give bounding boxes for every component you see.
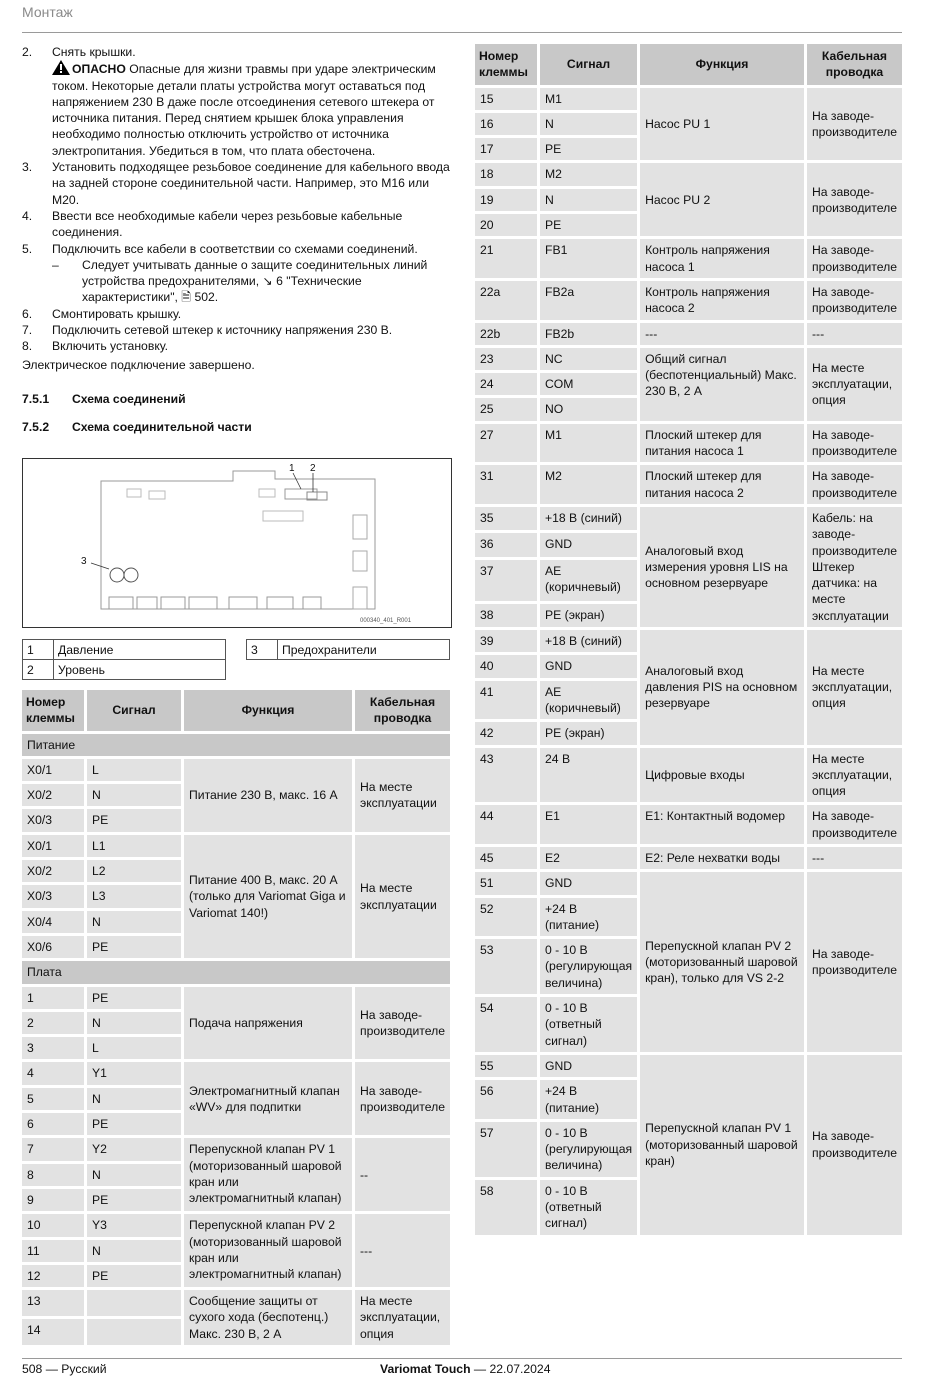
wiring-cell: На месте эксплуатации, опция bbox=[807, 630, 902, 744]
signal-cell: N bbox=[87, 911, 181, 933]
function-cell: Насос PU 2 bbox=[640, 163, 804, 236]
function-cell: Цифровые входы bbox=[640, 748, 804, 803]
signal-cell: AE (коричневый) bbox=[540, 681, 637, 720]
terminal-cell: 11 bbox=[22, 1240, 84, 1262]
signal-cell: +18 В (синий) bbox=[540, 507, 637, 530]
header-rule bbox=[22, 32, 902, 33]
terminal-cell: 27 bbox=[475, 424, 537, 463]
terminal-cell: 6 bbox=[22, 1113, 84, 1135]
terminal-cell: 52 bbox=[475, 898, 537, 937]
signal-cell: N bbox=[540, 113, 637, 135]
function-cell: Перепускной клапан PV 1 (моторизованный шаровой кран) bbox=[640, 1055, 804, 1235]
terminal-cell: 40 bbox=[475, 655, 537, 677]
table-row bbox=[22, 987, 450, 1009]
wiring-cell: --- bbox=[807, 323, 902, 345]
terminal-cell: 57 bbox=[475, 1122, 537, 1177]
heading-title: Схема соединительной части bbox=[72, 420, 252, 434]
legend-row bbox=[247, 640, 450, 660]
terminal-cell: 21 bbox=[475, 239, 537, 278]
terminal-cell: 2 bbox=[22, 1012, 84, 1034]
function-cell: Питание 400 В, макс. 20 А (только для Variomat Giga и Variomat 140!) bbox=[184, 835, 352, 958]
function-cell: --- bbox=[640, 323, 804, 345]
function-cell: Контроль напряжения насоса 1 bbox=[640, 239, 804, 278]
signal-cell: Y3 bbox=[87, 1214, 181, 1236]
table-row bbox=[475, 323, 902, 345]
callout-3: 3 bbox=[81, 556, 87, 567]
signal-cell: GND bbox=[540, 1055, 637, 1077]
terminal-cell: X0/2 bbox=[22, 860, 84, 882]
signal-cell: N bbox=[87, 1240, 181, 1262]
function-cell: Перепускной клапан PV 2 (моторизованный шаровой кран или электромагнитный клапан) bbox=[184, 1214, 352, 1287]
col-terminal: Номер клеммы bbox=[475, 44, 537, 85]
terminal-cell: 7 bbox=[22, 1138, 84, 1160]
completion-text: Электрическое подключение завершено. bbox=[22, 357, 255, 372]
function-cell: Перепускной клапан PV 2 (моторизованный шаровой кран), только для VS 2-2 bbox=[640, 872, 804, 1052]
warning-triangle-icon bbox=[52, 60, 70, 75]
danger-notice bbox=[22, 60, 452, 159]
step-number: 6. bbox=[22, 306, 33, 321]
table-row bbox=[475, 424, 902, 463]
function-cell: Сообщение защиты от сухого хода (беспотенц.) Макс. 230 В, 2 А bbox=[184, 1290, 352, 1345]
function-cell: Плоский штекер для питания насоса 1 bbox=[640, 424, 804, 463]
terminal-cell: 43 bbox=[475, 748, 537, 803]
table-row bbox=[22, 835, 450, 857]
function-cell: Плоский штекер для питания насоса 2 bbox=[640, 465, 804, 504]
signal-cell: N bbox=[87, 784, 181, 806]
terminal-cell: X0/6 bbox=[22, 936, 84, 958]
function-cell: Контроль напряжения насоса 2 bbox=[640, 281, 804, 320]
table-row bbox=[475, 465, 902, 504]
terminal-cell: 1 bbox=[22, 987, 84, 1009]
function-cell: Электромагнитный клапан «WV» для подпитки bbox=[184, 1062, 352, 1135]
legend-row bbox=[23, 660, 226, 680]
step-text: Включить установку. bbox=[52, 339, 169, 354]
header-section: Монтаж bbox=[22, 4, 73, 20]
step-8 bbox=[22, 338, 452, 354]
table-header-row bbox=[22, 690, 450, 731]
table-row bbox=[475, 507, 902, 530]
signal-cell: NO bbox=[540, 398, 637, 420]
terminal-cell: X0/1 bbox=[22, 835, 84, 857]
step-2 bbox=[22, 44, 452, 60]
function-cell: Аналоговый вход давления PIS на основном резервуаре bbox=[640, 630, 804, 744]
legend-table-left bbox=[22, 639, 226, 680]
terminal-cell: X0/3 bbox=[22, 809, 84, 831]
table-row bbox=[22, 961, 450, 983]
step-text: Установить подходящее резьбовое соединение для кабельного ввода на задней стороне соединительной части. Например, это М16 или М20. bbox=[52, 160, 450, 207]
terminal-table-right bbox=[472, 41, 905, 1238]
function-cell: E2: Реле нехватки воды bbox=[640, 847, 804, 869]
heading-7-5-1 bbox=[22, 392, 186, 406]
wiring-cell: На месте эксплуатации, опция bbox=[807, 748, 902, 803]
terminal-cell: 35 bbox=[475, 507, 537, 530]
wiring-cell: На заводе-производителе bbox=[807, 424, 902, 463]
wiring-cell: На заводе-производителе bbox=[355, 1062, 450, 1135]
terminal-cell: 25 bbox=[475, 398, 537, 420]
terminal-cell: 56 bbox=[475, 1080, 537, 1119]
wiring-cell: На месте эксплуатации, опция bbox=[355, 1290, 450, 1345]
footer-doc bbox=[380, 1362, 551, 1376]
terminal-cell: X0/3 bbox=[22, 885, 84, 907]
table-row bbox=[22, 734, 450, 756]
table-row bbox=[475, 88, 902, 110]
signal-cell: N bbox=[87, 1088, 181, 1110]
table-row bbox=[22, 1062, 450, 1084]
signal-cell: PE bbox=[87, 809, 181, 831]
step-6 bbox=[22, 306, 452, 322]
signal-cell: PE bbox=[87, 1113, 181, 1135]
function-cell: Подача напряжения bbox=[184, 987, 352, 1060]
wiring-cell: На заводе-производителе bbox=[807, 239, 902, 278]
table-row bbox=[475, 748, 902, 803]
instructions bbox=[22, 44, 452, 373]
signal-cell: 24 В bbox=[540, 748, 637, 803]
footer-doc-name: Variomat Touch bbox=[380, 1362, 471, 1376]
terminal-cell: 54 bbox=[475, 997, 537, 1052]
section-row: Питание bbox=[22, 734, 450, 756]
terminal-cell: 42 bbox=[475, 722, 537, 744]
signal-cell: PE (экран) bbox=[540, 722, 637, 744]
legend-number: 1 bbox=[23, 640, 54, 660]
terminal-cell: 20 bbox=[475, 214, 537, 236]
legend-row bbox=[23, 640, 226, 660]
step-text: Подключить все кабели в соответствии со схемами соединений. bbox=[52, 241, 418, 256]
table-row bbox=[22, 1138, 450, 1160]
signal-cell: FB1 bbox=[540, 239, 637, 278]
terminal-cell: 24 bbox=[475, 373, 537, 395]
function-cell: E1: Контактный водомер bbox=[640, 805, 804, 844]
signal-cell: 0 - 10 В (ответный сигнал) bbox=[540, 997, 637, 1052]
terminal-cell: 23 bbox=[475, 348, 537, 370]
step-3 bbox=[22, 159, 452, 208]
terminal-cell: 4 bbox=[22, 1062, 84, 1084]
wiring-cell: На заводе-производителе bbox=[807, 805, 902, 844]
table-row bbox=[22, 1214, 450, 1236]
connection-board-diagram bbox=[22, 458, 452, 628]
function-cell: Насос PU 1 bbox=[640, 88, 804, 161]
signal-cell bbox=[87, 1290, 181, 1316]
col-wiring: Кабельная проводка bbox=[807, 44, 902, 85]
terminal-cell: 3 bbox=[22, 1037, 84, 1059]
wiring-cell: На месте эксплуатации bbox=[355, 759, 450, 832]
legend-number: 2 bbox=[23, 660, 54, 680]
terminal-cell: 18 bbox=[475, 163, 537, 185]
col-terminal: Номер клеммы bbox=[22, 690, 84, 731]
footer-rule bbox=[22, 1358, 902, 1359]
signal-cell: +24 В (питание) bbox=[540, 1080, 637, 1119]
danger-word: ОПАСНО bbox=[72, 62, 126, 77]
signal-cell: L bbox=[87, 759, 181, 781]
table-row bbox=[475, 847, 902, 869]
signal-cell: E2 bbox=[540, 847, 637, 869]
step-4 bbox=[22, 208, 452, 241]
wiring-cell: На месте эксплуатации bbox=[355, 835, 450, 958]
signal-cell: FB2a bbox=[540, 281, 637, 320]
table-row bbox=[22, 759, 450, 781]
heading-7-5-2 bbox=[22, 420, 252, 434]
wiring-cell: На заводе-производителе bbox=[807, 465, 902, 504]
col-wiring: Кабельная проводка bbox=[355, 690, 450, 731]
table-row bbox=[475, 281, 902, 320]
signal-cell: NC bbox=[540, 348, 637, 370]
signal-cell: Y1 bbox=[87, 1062, 181, 1084]
legend-table-right bbox=[246, 639, 450, 660]
signal-cell: M1 bbox=[540, 88, 637, 110]
danger-text: Опасные для жизни травмы при ударе электрическим током. Некоторые детали платы устройства могут оставаться под напряжением 230 В даже после отсоединения сетевого штекера от источника питания. Перед снятием крышек блока управления необходимо полностью отключить устройство от источника электропитания. Убедиться в том, что плата обесточена. bbox=[52, 62, 436, 158]
table-row bbox=[475, 1055, 902, 1077]
terminal-cell: 58 bbox=[475, 1180, 537, 1235]
terminal-cell: 36 bbox=[475, 533, 537, 556]
table-row bbox=[475, 872, 902, 894]
signal-cell: PE bbox=[540, 138, 637, 160]
substep bbox=[22, 257, 452, 306]
terminal-cell: 5 bbox=[22, 1088, 84, 1110]
callout-1: 1 bbox=[289, 463, 295, 474]
signal-cell: N bbox=[87, 1164, 181, 1186]
wiring-cell: На заводе-производителе bbox=[807, 163, 902, 236]
step-number: 3. bbox=[22, 160, 33, 175]
signal-cell: L bbox=[87, 1037, 181, 1059]
heading-title: Схема соединений bbox=[72, 392, 186, 406]
function-cell: Общий сигнал (беспотенциальный) Макс. 230 В, 2 А bbox=[640, 348, 804, 421]
terminal-cell: 8 bbox=[22, 1164, 84, 1186]
table-row bbox=[475, 163, 902, 185]
col-signal: Сигнал bbox=[87, 690, 181, 731]
terminal-cell: 38 bbox=[475, 604, 537, 628]
terminal-cell: 39 bbox=[475, 630, 537, 652]
terminal-cell: 16 bbox=[475, 113, 537, 135]
wiring-cell: --- bbox=[807, 847, 902, 869]
substep-dash: – bbox=[52, 257, 59, 272]
wiring-cell: На заводе-производителе bbox=[807, 88, 902, 161]
step-text: Подключить сетевой штекер к источнику напряжения 230 В. bbox=[52, 323, 393, 338]
signal-cell: PE (экран) bbox=[540, 604, 637, 628]
wiring-cell: -- bbox=[355, 1138, 450, 1211]
signal-cell: COM bbox=[540, 373, 637, 395]
signal-cell: L2 bbox=[87, 860, 181, 882]
table-row bbox=[475, 805, 902, 844]
step-number: 4. bbox=[22, 208, 33, 223]
terminal-cell: X0/2 bbox=[22, 784, 84, 806]
terminal-cell: 31 bbox=[475, 465, 537, 504]
wiring-cell: На месте эксплуатации, опция bbox=[807, 348, 902, 421]
terminal-cell: 19 bbox=[475, 189, 537, 211]
step-number: 7. bbox=[22, 323, 33, 338]
heading-number: 7.5.1 bbox=[22, 392, 50, 406]
table-row bbox=[475, 348, 902, 370]
section-row: Плата bbox=[22, 961, 450, 983]
terminal-cell: X0/1 bbox=[22, 759, 84, 781]
terminal-cell: 41 bbox=[475, 681, 537, 720]
legend-number: 3 bbox=[247, 640, 278, 660]
signal-cell: 0 - 10 В (ответный сигнал) bbox=[540, 1180, 637, 1235]
terminal-cell: 17 bbox=[475, 138, 537, 160]
signal-cell: PE bbox=[87, 1189, 181, 1211]
wiring-cell: На заводе-производителе bbox=[807, 872, 902, 1052]
signal-cell: PE bbox=[87, 987, 181, 1009]
signal-cell: L3 bbox=[87, 885, 181, 907]
signal-cell: Y2 bbox=[87, 1138, 181, 1160]
signal-cell: GND bbox=[540, 533, 637, 556]
signal-cell: GND bbox=[540, 655, 637, 677]
terminal-cell: 9 bbox=[22, 1189, 84, 1211]
signal-cell: +24 В (питание) bbox=[540, 898, 637, 937]
signal-cell: 0 - 10 В (регулирующая величина) bbox=[540, 1122, 637, 1177]
terminal-cell: X0/4 bbox=[22, 911, 84, 933]
step-text: Ввести все необходимые кабели через резьбовые кабельные соединения. bbox=[52, 208, 403, 240]
step-7 bbox=[22, 322, 452, 338]
signal-cell: AE (коричневый) bbox=[540, 560, 637, 601]
legend-label: Предохранители bbox=[278, 640, 450, 660]
table-row bbox=[475, 630, 902, 652]
signal-cell: GND bbox=[540, 872, 637, 894]
signal-cell: L1 bbox=[87, 835, 181, 857]
terminal-cell: 55 bbox=[475, 1055, 537, 1077]
signal-cell: M2 bbox=[540, 163, 637, 185]
terminal-cell: 22b bbox=[475, 323, 537, 345]
col-function: Функция bbox=[640, 44, 804, 85]
signal-cell: 0 - 10 В (регулирующая величина) bbox=[540, 939, 637, 994]
callout-2: 2 bbox=[310, 463, 316, 474]
wiring-cell: На заводе-производителе bbox=[807, 281, 902, 320]
wiring-cell: --- bbox=[355, 1214, 450, 1287]
signal-cell: PE bbox=[540, 214, 637, 236]
terminal-cell: 10 bbox=[22, 1214, 84, 1236]
footer-page: 508 — Русский bbox=[22, 1362, 107, 1376]
legend-label: Давление bbox=[54, 640, 226, 660]
footer-date: — 22.07.2024 bbox=[473, 1362, 551, 1376]
signal-cell: N bbox=[540, 189, 637, 211]
wiring-cell: Кабель: на заводе-производителе Штекер датчика: на месте эксплуатации bbox=[807, 507, 902, 627]
signal-cell: M2 bbox=[540, 465, 637, 504]
step-text: Снять крышки. bbox=[52, 45, 136, 59]
terminal-cell: 13 bbox=[22, 1290, 84, 1316]
step-number: 2. bbox=[22, 45, 33, 59]
step-number: 5. bbox=[22, 241, 33, 256]
table-row bbox=[475, 239, 902, 278]
signal-cell: N bbox=[87, 1012, 181, 1034]
col-function: Функция bbox=[184, 690, 352, 731]
terminal-cell: 37 bbox=[475, 560, 537, 601]
terminal-cell: 51 bbox=[475, 872, 537, 894]
legend-label: Уровень bbox=[54, 660, 226, 680]
wiring-cell: На заводе-производителе bbox=[807, 1055, 902, 1235]
substep-text: Следует учитывать данные о защите соединительных линий устройства предохранителями, ↘ 6 "Технические характеристики", 🗎 502. bbox=[82, 257, 428, 305]
terminal-table-left bbox=[19, 687, 453, 1348]
function-cell: Аналоговый вход измерения уровня LIS на основном резервуаре bbox=[640, 507, 804, 627]
table-row bbox=[22, 1290, 450, 1316]
wiring-cell: На заводе-производителе bbox=[355, 987, 450, 1060]
signal-cell bbox=[87, 1319, 181, 1345]
signal-cell: E1 bbox=[540, 805, 637, 844]
terminal-cell: 14 bbox=[22, 1319, 84, 1345]
signal-cell: PE bbox=[87, 936, 181, 958]
figure-code: 000340_401_R001 bbox=[360, 618, 412, 624]
step-text: Смонтировать крышку. bbox=[52, 306, 182, 321]
step-number: 8. bbox=[22, 339, 33, 354]
terminal-cell: 15 bbox=[475, 88, 537, 110]
terminal-cell: 45 bbox=[475, 847, 537, 869]
signal-cell: FB2b bbox=[540, 323, 637, 345]
table-header-row bbox=[475, 44, 902, 85]
function-cell: Перепускной клапан PV 1 (моторизованный шаровой кран или электромагнитный клапан) bbox=[184, 1138, 352, 1211]
board-drawing bbox=[23, 459, 451, 627]
col-signal: Сигнал bbox=[540, 44, 637, 85]
signal-cell: +18 В (синий) bbox=[540, 630, 637, 652]
signal-cell: PE bbox=[87, 1265, 181, 1287]
terminal-cell: 22a bbox=[475, 281, 537, 320]
terminal-cell: 12 bbox=[22, 1265, 84, 1287]
terminal-cell: 44 bbox=[475, 805, 537, 844]
step-5 bbox=[22, 241, 452, 257]
heading-number: 7.5.2 bbox=[22, 420, 50, 434]
terminal-cell: 53 bbox=[475, 939, 537, 994]
signal-cell: M1 bbox=[540, 424, 637, 463]
function-cell: Питание 230 В, макс. 16 А bbox=[184, 759, 352, 832]
